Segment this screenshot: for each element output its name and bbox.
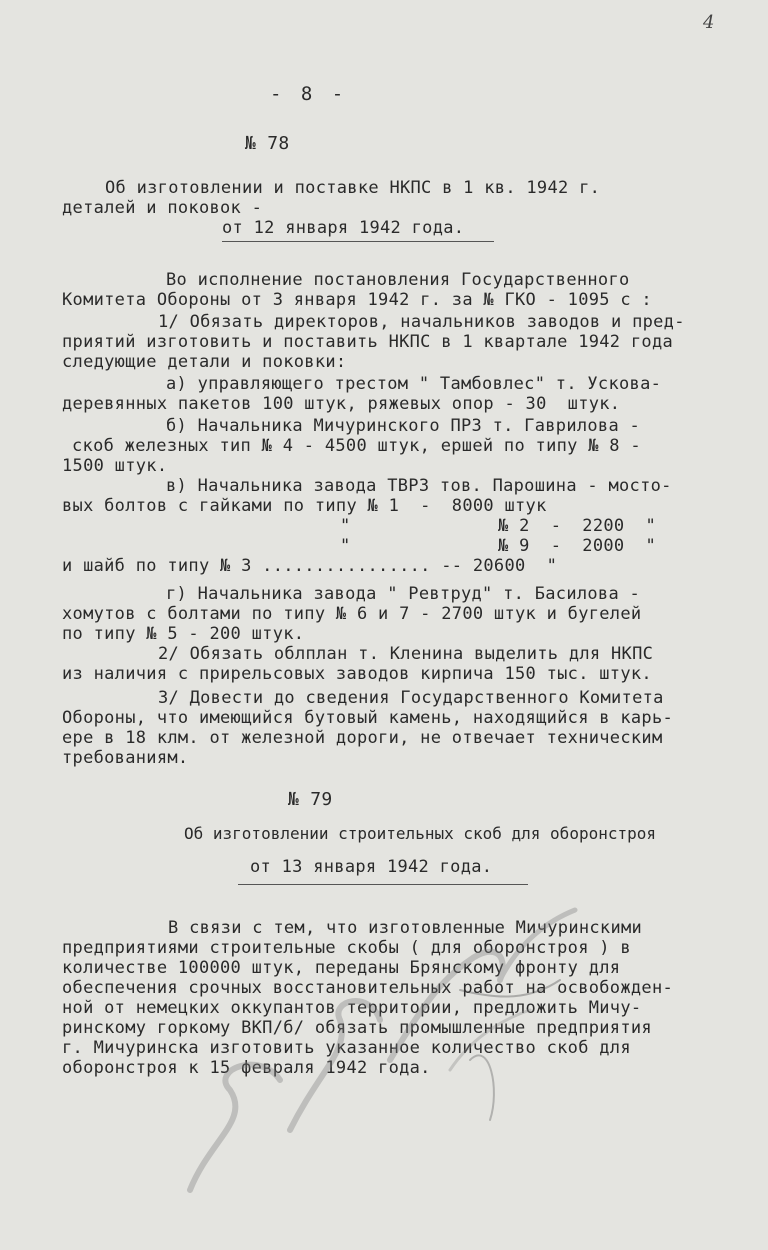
section-78-line: скоб железных тип № 4 - 4500 штук, ершей по типу № 8 - — [72, 436, 641, 456]
section-79-line: ной от немецких оккупантов территории, предложить Мичу- — [62, 998, 642, 1018]
section-78-line: 3/ Довести до сведения Государственного Комитета — [158, 688, 664, 708]
section-78-line: б) Начальника Мичуринского ПРЗ т. Гаврилова - — [166, 416, 641, 436]
section-78-line: а) управляющего трестом " Тамбовлес" т. Ускова- — [166, 374, 662, 394]
section-79-line: предприятиями строительные скобы ( для оборонстроя ) в — [62, 938, 631, 958]
section-79-number: № 79 — [288, 789, 333, 810]
section-79-line: В связи с тем, что изготовленные Мичуринскими — [168, 918, 643, 938]
section-78-line: ере в 18 клм. от железной дороги, не отвечает техническим — [62, 728, 663, 748]
section-78-line: 1/ Обязать директоров, начальников заводов и пред- — [158, 312, 685, 332]
section-78-line: Во исполнение постановления Государственного — [166, 270, 630, 290]
section-78-line: хомутов с болтами по типу № 6 и 7 - 2700 штук и бугелей — [62, 604, 642, 624]
section-78-line: следующие детали и поковки: — [62, 352, 347, 372]
section-78-line: Комитета Обороны от 3 января 1942 г. за № ГКО - 1095 с : — [62, 290, 652, 310]
section-78-line: в) Начальника завода ТВРЗ тов. Парошина - мосто- — [166, 476, 672, 496]
section-78-line: г) Начальника завода " Ревтруд" т. Басилова - — [166, 584, 641, 604]
section-79-date-underline — [238, 884, 528, 885]
section-78-line: Обороны, что имеющийся бутовый камень, находящийся в карь- — [62, 708, 674, 728]
section-78-line: из наличия с прирельсовых заводов кирпича 150 тыс. штук. — [62, 664, 652, 684]
section-78-line: 2/ Обязать облплан т. Кленина выделить для НКПС — [158, 644, 654, 664]
section-79-line: оборонстроя к 15 февраля 1942 года. — [62, 1058, 431, 1078]
section-78-line: деревянных пакетов 100 штук, ряжевых опор - 30 штук. — [62, 394, 621, 414]
section-78-line: по типу № 5 - 200 штук. — [62, 624, 305, 644]
page-number: - 8 - — [270, 83, 348, 105]
section-78-line: " № 9 - 2000 " — [340, 536, 657, 556]
section-78-line: 1500 штук. — [62, 456, 168, 476]
section-78-line: и шайб по типу № 3 ................ -- 20600 " — [62, 556, 558, 576]
section-79-line: г. Мичуринска изготовить указанное количество скоб для — [62, 1038, 631, 1058]
section-78-line: вых болтов с гайками по типу № 1 - 8000 штук — [62, 496, 547, 516]
watermark-signature — [170, 890, 590, 1230]
corner-page-number: 4 — [703, 12, 715, 33]
section-78-number: № 78 — [245, 133, 290, 154]
section-79-line: обеспечения срочных восстановительных работ на освобожден- — [62, 978, 674, 998]
section-78-title-line-2: деталей и поковок - — [62, 198, 263, 218]
section-78-title-line-1: Об изготовлении и поставке НКПС в 1 кв. 1942 г. — [105, 178, 601, 198]
section-78-line: приятий изготовить и поставить НКПС в 1 квартале 1942 года — [62, 332, 674, 352]
section-78-line: требованиям. — [62, 748, 189, 768]
section-79-line: ринскому горкому ВКП/б/ обязать промышленные предприятия — [62, 1018, 652, 1038]
section-78-date-underline — [222, 241, 494, 242]
section-78-line: " № 2 - 2200 " — [340, 516, 657, 536]
section-78-date: от 12 января 1942 года. — [222, 218, 465, 238]
section-79-date: от 13 января 1942 года. — [250, 857, 493, 877]
section-79-line: количестве 100000 штук, переданы Брянскому фронту для — [62, 958, 621, 978]
section-79-title-line-1: Об изготовлении строительных скоб для оборонстроя — [184, 824, 657, 843]
